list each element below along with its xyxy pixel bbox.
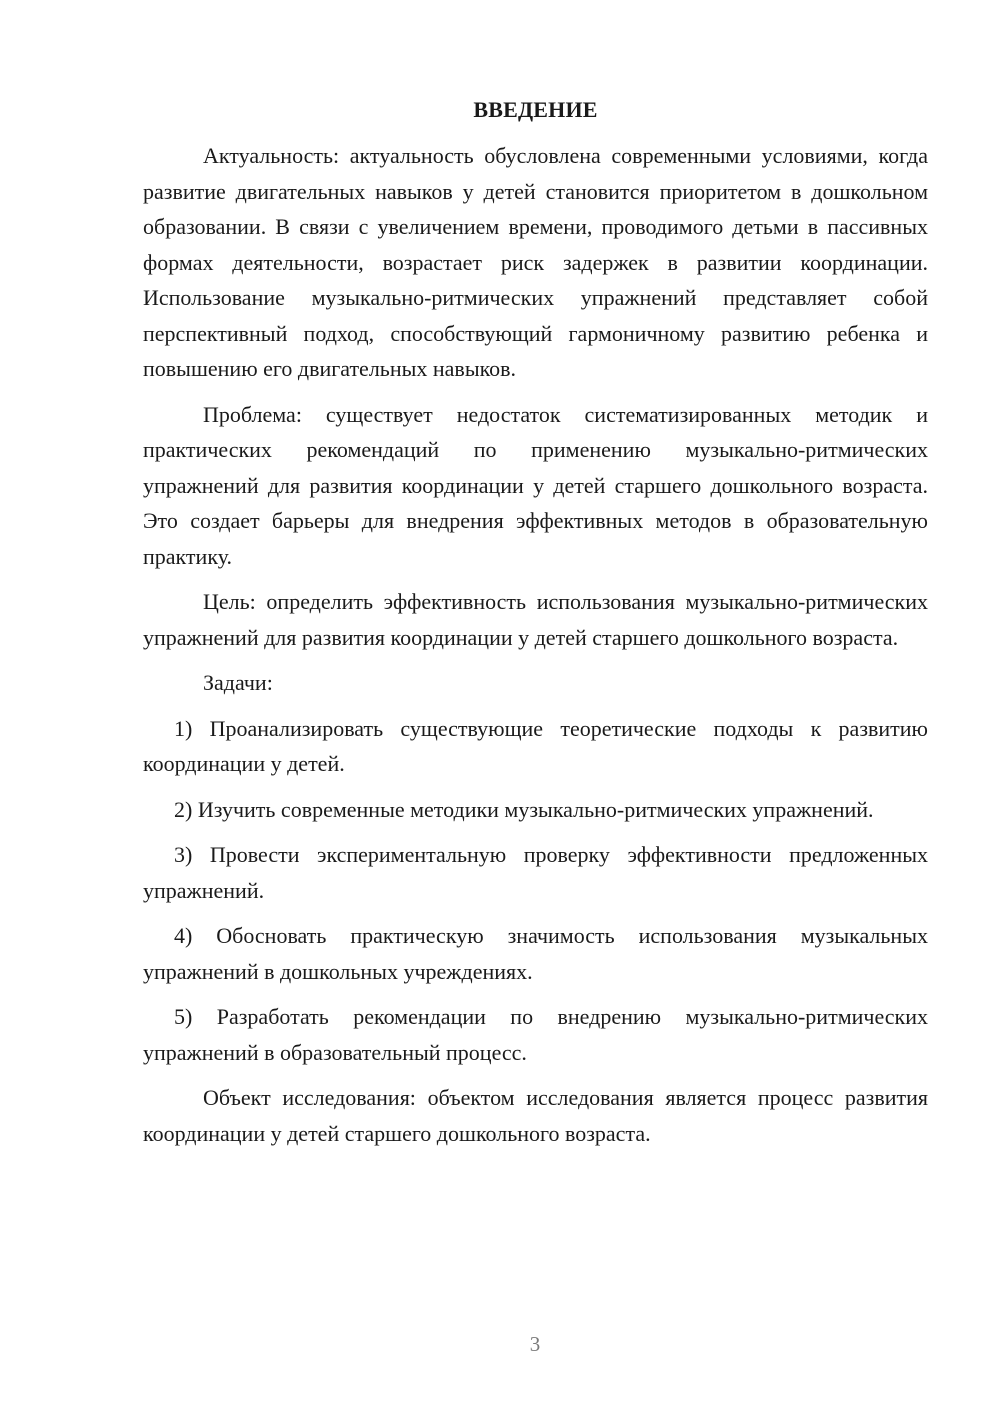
task-item-4: 4) Обосновать практическую значимость использования музыкальных упражнений в дошкольных учреждениях. xyxy=(143,923,928,984)
object-paragraph: Объект исследования: объектом исследования является процесс развития координации у детей старшего дошкольного возраста. xyxy=(143,1085,928,1146)
tasks-heading: Задачи: xyxy=(203,670,273,695)
task-item-3: 3) Провести экспериментальную проверку эффективности предложенных упражнений. xyxy=(143,842,928,903)
task-item-2: 2) Изучить современные методики музыкально-ритмических упражнений. xyxy=(174,796,874,822)
goal-paragraph: Цель: определить эффективность использования музыкально-ритмических упражнений для развития координации у детей старшего дошкольного возраста. xyxy=(143,589,928,650)
page-number: 3 xyxy=(529,1332,541,1356)
relevance-paragraph: Актуальность: актуальность обусловлена современными условиями, когда развитие двигательных навыков у детей становится приоритетом в дошкольном образовании. В связи с увеличением времени, проводимого детьми в пассивных формах деятельности, возрастает риск задержек в развитии координации. Использование музыкально-ритмических упражнений представляет собой перспективный подход, способствующий гармоничному развитию ребенка и повышению его двигательных навыков. xyxy=(143,143,928,381)
problem-paragraph: Проблема: существует недостаток систематизированных методик и практических рекомендаций по применению музыкально-ритмических упражнений для развития координации у детей старшего дошкольного возраста. Это создает барьеры для внедрения эффективных методов в образовательную практику. xyxy=(143,401,928,569)
section-title: ВВЕДЕНИЕ xyxy=(473,97,598,122)
task-item-5: 5) Разработать рекомендации по внедрению музыкально-ритмических упражнений в образовательный процесс. xyxy=(143,1004,928,1065)
document-page xyxy=(143,92,928,1161)
task-item-1: 1) Проанализировать существующие теоретические подходы к развитию координации у детей. xyxy=(143,715,928,776)
